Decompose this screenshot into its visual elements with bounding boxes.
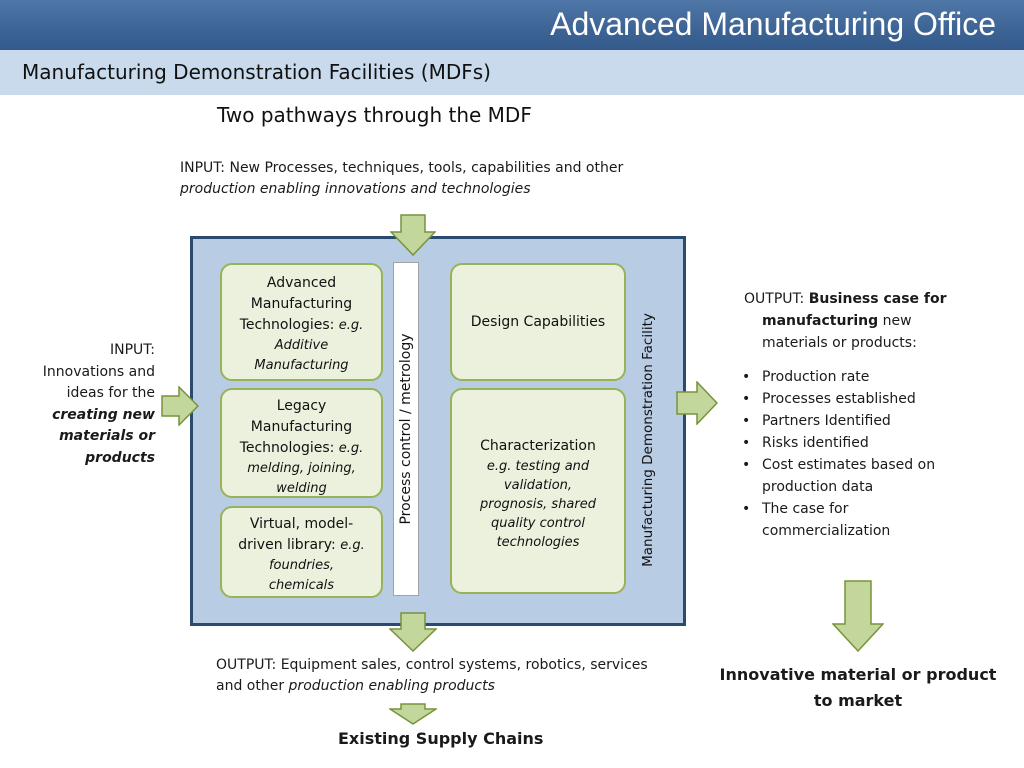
box-legacy-line3: Technologies: e.g. [239, 440, 364, 456]
box-legacy-ex2: welding [276, 481, 327, 496]
box-virtual-ex2: chemicals [268, 578, 335, 593]
box-virtual-ex1: foundries, [268, 558, 335, 573]
input-left-line3: ideas for the [66, 385, 155, 401]
list-item: • Production rate [742, 369, 870, 385]
box-advanced-line2: Manufacturing [250, 296, 353, 312]
diagram-heading: Two pathways through the MDF [217, 103, 532, 127]
process-control-label: Process control / metrology [398, 333, 414, 525]
box-char-ex2: validation, [503, 478, 573, 493]
box-legacy-ex1: melding, joining, [247, 461, 356, 476]
market-label [718, 662, 998, 714]
input-top-text [180, 158, 700, 200]
box-legacy-manufacturing [220, 388, 383, 498]
input-top-line1: INPUT: New Processes, techniques, tools, capabilities and other [180, 160, 624, 176]
box-characterization [450, 388, 626, 594]
input-left-line1: INPUT: [109, 342, 155, 358]
arrow-down-market-icon [832, 580, 884, 652]
output-bullet-list [738, 366, 1008, 542]
box-advanced-line1: Advanced [266, 275, 337, 291]
input-left-text [20, 340, 155, 469]
mdf-vertical-label: Manufacturing Demonstration Facility [640, 313, 656, 567]
arrow-down-bottom-icon [389, 612, 437, 652]
box-virtual-line1: Virtual, model- [249, 516, 354, 532]
output-right-heading: OUTPUT: Business case for manufacturing new materials or products: [744, 291, 947, 351]
output-right-text [738, 288, 1008, 542]
box-char-ex3: prognosis, shared [480, 497, 596, 512]
box-char-line1: Characterization [480, 438, 596, 454]
box-char-ex5: technologies [496, 535, 580, 550]
input-left-line6: products [85, 449, 155, 466]
output-bottom-text [216, 655, 686, 697]
list-item: • Processes established [742, 391, 916, 407]
box-advanced-line3: Technologies: e.g. [239, 317, 364, 333]
box-advanced-ex1: Additive [274, 338, 329, 353]
box-advanced-ex2: Manufacturing [254, 358, 349, 373]
box-design-capabilities [450, 263, 626, 381]
list-item: • Risks identified [742, 435, 869, 451]
market-line2: to market [813, 691, 903, 710]
market-line1: Innovative material or product [719, 665, 997, 684]
subtitle-bar [0, 50, 1024, 95]
box-char-ex1: e.g. testing and [486, 459, 590, 474]
arrow-right-left-icon [161, 386, 199, 426]
box-legacy-line1: Legacy [276, 398, 327, 414]
input-left-line5: materials or [59, 428, 155, 444]
box-virtual-library [220, 506, 383, 598]
arrow-down-top-icon [390, 214, 436, 256]
box-char-ex4: quality control [491, 516, 585, 531]
box-legacy-line2: Manufacturing [250, 419, 353, 435]
input-left-line4: creating new [52, 406, 155, 423]
list-item-continuation: commercialization [762, 523, 891, 539]
output-bottom-line2: and other production enabling products [216, 678, 495, 694]
page-subtitle: Manufacturing Demonstration Facilities (MDFs) [22, 60, 491, 84]
header-bar [0, 0, 1024, 50]
box-virtual-line2: driven library: e.g. [238, 537, 365, 553]
input-left-line2: Innovations and [42, 363, 155, 380]
list-item-continuation: production data [762, 479, 874, 495]
arrow-right-output-icon [676, 381, 718, 425]
page-title: Advanced Manufacturing Office [550, 6, 996, 42]
list-item: • The case for [742, 501, 849, 517]
box-advanced-manufacturing [220, 263, 383, 381]
list-item: • Partners Identified [742, 413, 891, 429]
arrow-down-supply-icon [389, 703, 437, 725]
output-bottom-line1: OUTPUT: Equipment sales, control systems, robotics, services [216, 657, 648, 673]
input-top-line2: production enabling innovations and technologies [180, 181, 531, 197]
list-item: • Cost estimates based on [742, 457, 936, 473]
box-design-line1: Design Capabilities [470, 314, 606, 330]
supply-chains-label: Existing Supply Chains [338, 729, 544, 748]
